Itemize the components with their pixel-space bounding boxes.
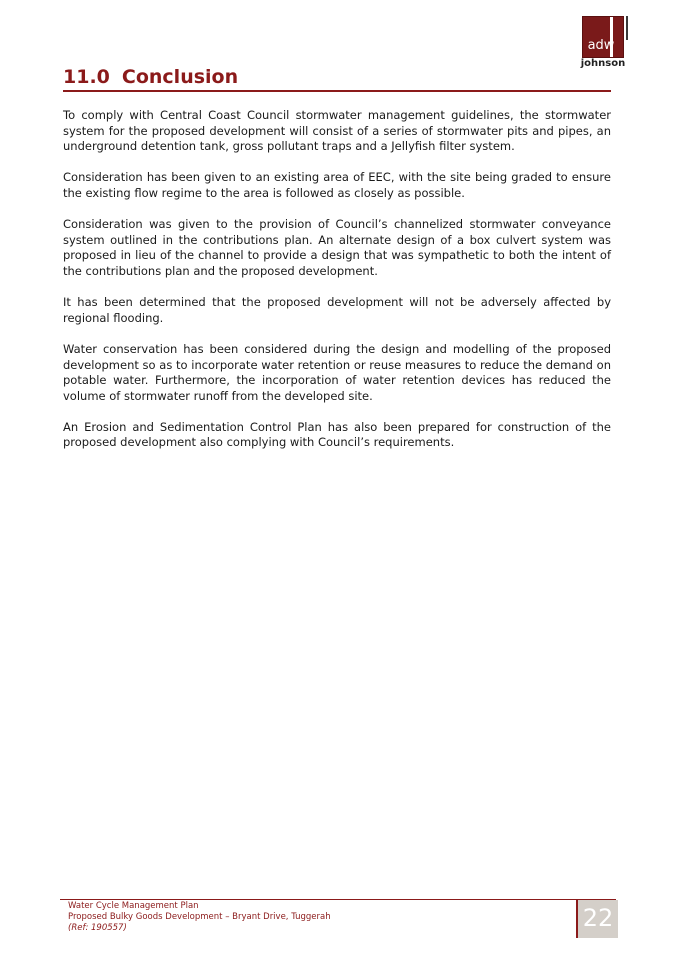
paragraph: To comply with Central Coast Council stormwater management guidelines, the stormwater system for the proposed development will consist of a series of stormwater pits and pipes, an underground detention tank, gross pollutant traps and a Jellyfish filter system.: [63, 108, 611, 154]
page-number: 22: [582, 904, 614, 932]
paragraph: An Erosion and Sedimentation Control Plan has also been prepared for construction of the proposed development also complying with Council’s requirements.: [63, 419, 611, 450]
section-heading: [63, 64, 611, 92]
section-title: Conclusion: [121, 66, 239, 88]
logo-johnson-text: johnson: [580, 58, 626, 69]
footer-divider: [60, 899, 616, 900]
footer-document-title: Water Cycle Management Plan: [68, 901, 199, 911]
section-number: 11.0: [63, 66, 110, 88]
body-content: [63, 108, 611, 467]
paragraph: Water conservation has been considered during the design and modelling of the proposed development so as to incorporate water retention or reuse measures to reduce the demand on potable water. Furthermore, the incorporation of water retention devices has reduced the volume of stormwater runoff from the developed site.: [63, 341, 611, 403]
page-number-box: [576, 900, 618, 938]
paragraph: It has been determined that the proposed development will not be adversely affected by regional flooding.: [63, 295, 611, 325]
footer-reference: (Ref: 190557): [68, 923, 127, 933]
logo-mark: [582, 16, 624, 58]
paragraph: Consideration was given to the provision of Council’s channelized stormwater conveyance system outlined in the contributions plan. An alternate design of a box culvert system was proposed in lieu of the channel to provide a design that was sympathetic to both the intent of the contributions plan and the proposed development.: [63, 217, 611, 278]
footer: [68, 901, 548, 934]
logo-adw-text: adw: [587, 38, 615, 53]
paragraph: Consideration has been given to an existing area of EEC, with the site being graded to ensure the existing flow regime to the area is followed as closely as possible.: [63, 170, 611, 200]
logo-accent-line: [626, 16, 628, 40]
footer-project-title: Proposed Bulky Goods Development – Bryant Drive, Tuggerah: [68, 912, 331, 922]
company-logo: [580, 16, 628, 70]
